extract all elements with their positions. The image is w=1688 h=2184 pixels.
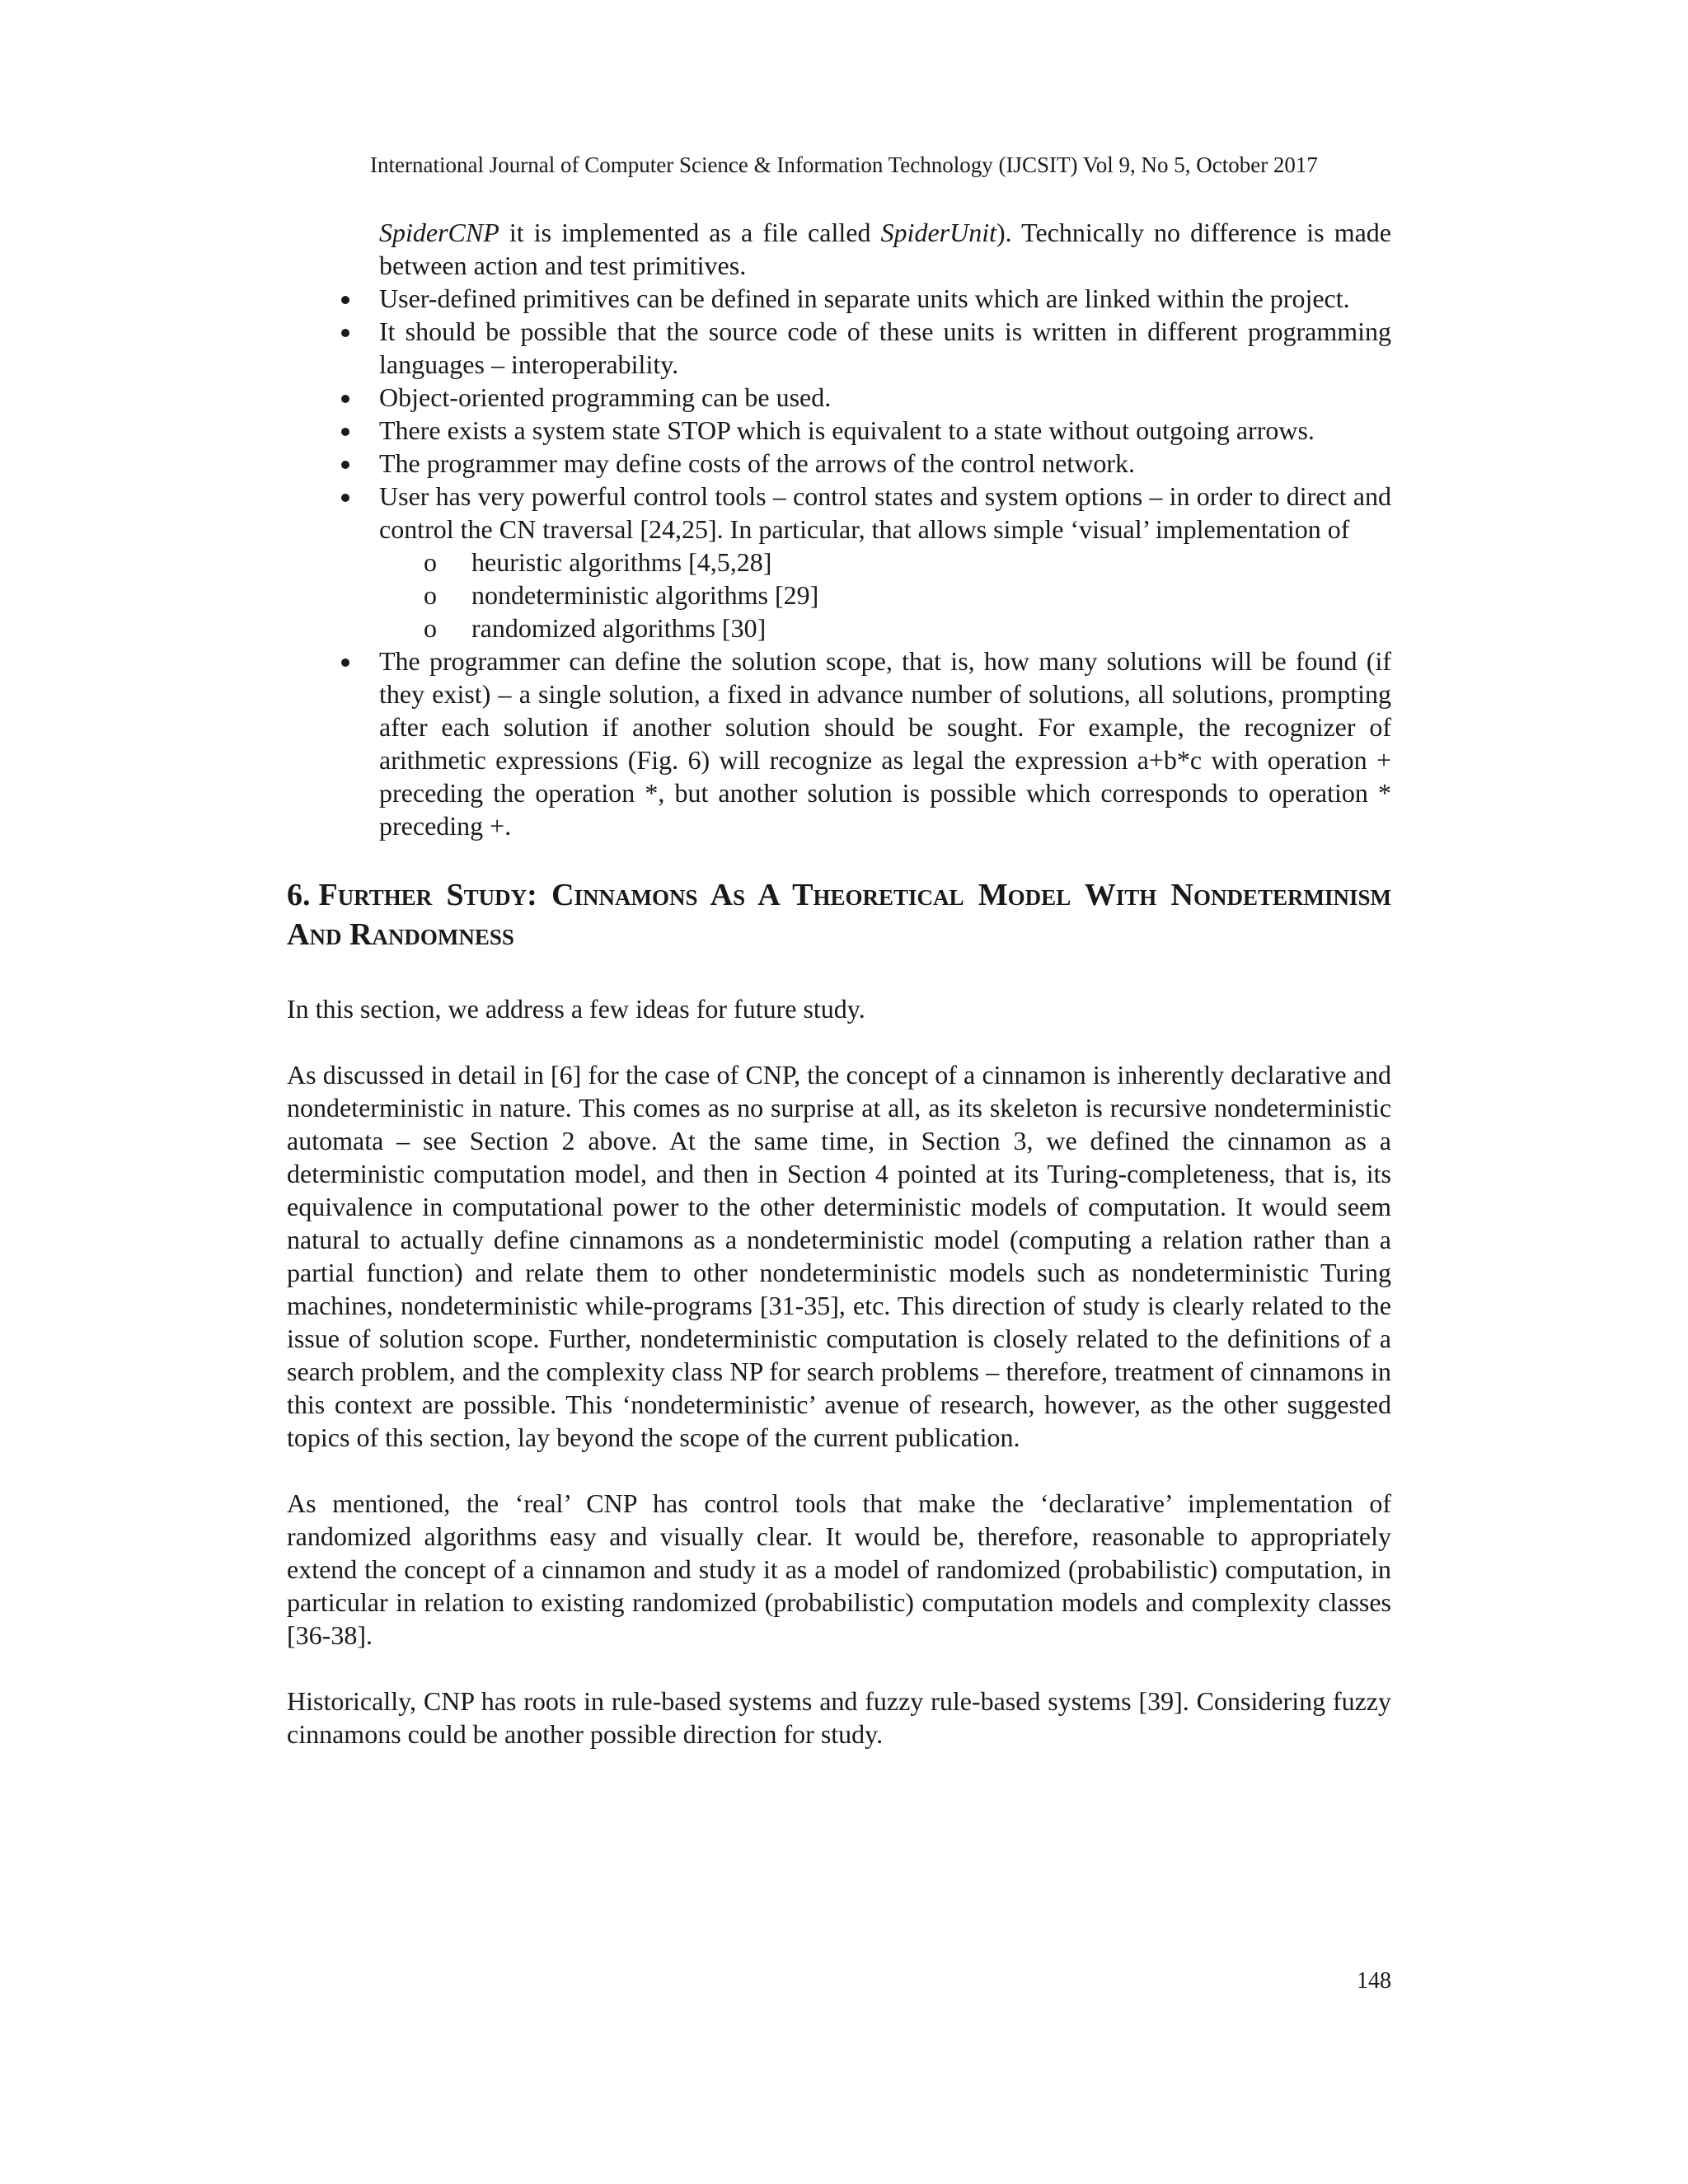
page-body bbox=[287, 216, 1391, 1750]
paragraph: As discussed in detail in [6] for the case of CNP, the concept of a cinnamon is inherently declarative and nondeterministic in nature. This comes as no surprise at all, as its skeleton is recursive nondeterministic automata – see Section 2 above. At the same time, in Section 3, we defined the cinnamon as a deterministic computation model, and then in Section 4 pointed at its Turing-completeness, that is, its equivalence in computational power to the other deterministic models of computation. It would seem natural to actually define cinnamons as a nondeterministic model (computing a relation rather than a partial function) and relate them to other nondeterministic models such as nondeterministic Turing machines, nondeterministic while-programs [31-35], etc. This direction of study is clearly related to the issue of solution scope. Further, nondeterministic computation is closely related to the definitions of a search problem, and the complexity class NP for search problems – therefore, treatment of cinnamons in this context are possible. This ‘nondeterministic’ avenue of research, however, as the other suggested topics of this section, lay beyond the scope of the current publication. bbox=[287, 1060, 1391, 1452]
list-item bbox=[287, 282, 1391, 315]
paragraph: Historically, CNP has roots in rule-based systems and fuzzy rule-based systems [39]. Considering fuzzy cinnamons could be another possible direction for study. bbox=[287, 1686, 1391, 1749]
bullet-icon bbox=[333, 282, 358, 315]
circle-bullet-icon: o bbox=[424, 580, 437, 610]
bullet-icon bbox=[333, 644, 358, 677]
bullet-icon bbox=[333, 414, 358, 447]
bullet-icon bbox=[333, 447, 358, 480]
spidercnp-term: SpiderCNP bbox=[379, 218, 499, 247]
bullet-icon bbox=[333, 480, 358, 513]
list-item-text: User has very powerful control tools – control states and system options – in order to direct and control the CN traversal [24,25]. In particular, that allows simple ‘visual’ implementation of bbox=[379, 481, 1391, 544]
sub-list-item bbox=[379, 612, 1391, 644]
spiderunit-term: SpiderUnit bbox=[880, 218, 996, 247]
sub-list-item bbox=[379, 546, 1391, 579]
list-item-text: Object-oriented programming can be used. bbox=[379, 382, 832, 412]
running-header: International Journal of Computer Science & Information Technology (IJCSIT) Vol 9, No 5, October 2017 bbox=[370, 152, 1318, 177]
section-title: Further Study: Cinnamons As A Theoretical Model With Nondeterminism And Randomness bbox=[287, 878, 1391, 952]
list-item-text: There exists a system state STOP which is equivalent to a state without outgoing arrows. bbox=[379, 415, 1315, 445]
list-item bbox=[287, 315, 1391, 381]
list-item-text: It should be possible that the source code of these units is written in different programming languages – interoperability. bbox=[379, 316, 1391, 379]
bullet-icon bbox=[333, 315, 358, 348]
continuation-text-a: it is implemented as a file called bbox=[499, 218, 881, 247]
sub-list-item-text: randomized algorithms [30] bbox=[471, 613, 767, 643]
algorithm-sub-list bbox=[379, 546, 1391, 644]
list-item bbox=[287, 644, 1391, 842]
list-item bbox=[287, 381, 1391, 414]
sub-list-item-text: heuristic algorithms [4,5,28] bbox=[471, 547, 772, 577]
list-item-text: User-defined primitives can be defined in separate units which are linked within the project. bbox=[379, 284, 1350, 313]
sub-list-item bbox=[379, 579, 1391, 612]
list-item bbox=[287, 480, 1391, 644]
sub-list-item-text: nondeterministic algorithms [29] bbox=[471, 580, 819, 610]
paragraph: As mentioned, the ‘real’ CNP has control tools that make the ‘declarative’ implementation of randomized algorithms easy and visually clear. It would be, therefore, reasonable to appropriately extend the concept of a cinnamon and study it as a model of randomized (probabilistic) computation, in particular in relation to existing randomized (probabilistic) computation models and complexity classes [36-38]. bbox=[287, 1488, 1391, 1650]
page-number: 148 bbox=[1357, 1968, 1391, 1994]
section-heading bbox=[287, 875, 1391, 954]
list-item-text: The programmer can define the solution scope, that is, how many solutions will be found (if they exist) – a single solution, a fixed in advance number of solutions, all solutions, prompting after each solution if another solution should be sought. For example, the recognizer of arithmetic expressions (Fig. 6) will recognize as legal the expression a+b*c with operation + preceding the operation *, but another solution is possible which corresponds to operation * preceding +. bbox=[379, 646, 1391, 841]
feature-bullet-list bbox=[287, 216, 1391, 842]
list-item bbox=[287, 414, 1391, 447]
list-item bbox=[287, 447, 1391, 480]
continuation-text-b: ). Technically no difference is made between action and test primitives. bbox=[379, 218, 1392, 280]
circle-bullet-icon: o bbox=[424, 613, 437, 643]
section-number: 6. bbox=[287, 878, 311, 912]
continued-list-item bbox=[287, 216, 1391, 282]
circle-bullet-icon: o bbox=[424, 547, 437, 577]
paragraph: In this section, we address a few ideas for future study. bbox=[287, 994, 865, 1024]
list-item-text: The programmer may define costs of the arrows of the control network. bbox=[379, 448, 1136, 478]
bullet-icon bbox=[333, 381, 358, 414]
